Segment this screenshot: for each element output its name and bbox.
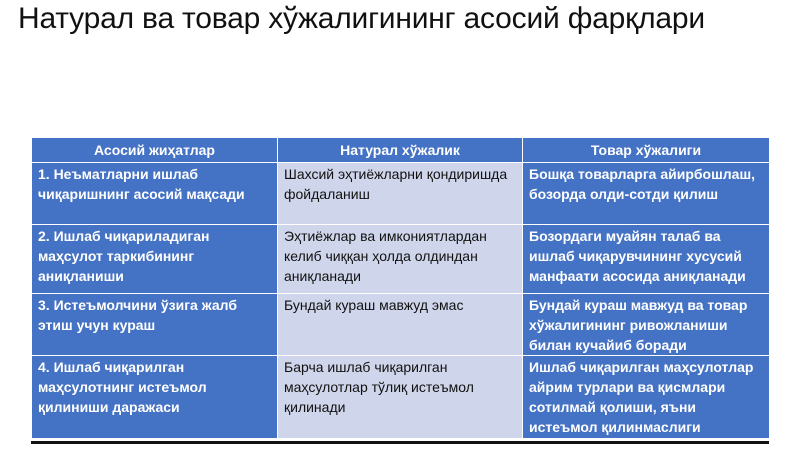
table-row bbox=[32, 225, 770, 294]
table-header-row bbox=[32, 138, 770, 163]
natural-cell: Барча ишлаб чиқарилган маҳсулотлар тўлиқ истеъмол қилинади bbox=[278, 356, 523, 439]
aspect-cell: 2. Ишлаб чиқариладиган маҳсулот таркибининг аниқланиши bbox=[32, 225, 278, 294]
commodity-cell: Бозордаги муайян талаб ва ишлаб чиқарувчининг хусусий манфаати асосида аниқланади bbox=[523, 225, 770, 294]
table-bottom-border bbox=[31, 441, 769, 444]
commodity-cell: Бошқа товарларга айирбошлаш, бозорда олди-сотди қилиш bbox=[523, 163, 770, 225]
header-aspects: Асосий жиҳатлар bbox=[32, 138, 278, 163]
natural-cell: Шахсий эҳтиёжларни қондиришда фойдаланиш bbox=[278, 163, 523, 225]
aspect-cell: 3. Истеъмолчини ўзига жалб этиш учун кураш bbox=[32, 294, 278, 356]
header-natural-economy: Натурал хўжалик bbox=[278, 138, 523, 163]
slide-title: Натурал ва товар хўжалигининг асосий фарқлари bbox=[18, 2, 705, 35]
aspect-cell: 4. Ишлаб чиқарилган маҳсулотнинг истеъмол қилиниши даражаси bbox=[32, 356, 278, 439]
commodity-cell: Ишлаб чиқарилган маҳсулотлар айрим турлари ва қисмлари сотилмай қолиши, яъни истеъмол қилинмаслиги bbox=[523, 356, 770, 439]
natural-cell: Бундай кураш мавжуд эмас bbox=[278, 294, 523, 356]
comparison-table-container bbox=[31, 137, 769, 439]
commodity-cell: Бундай кураш мавжуд ва товар хўжалигининг ривожланиши билан кучайиб боради bbox=[523, 294, 770, 356]
table-row bbox=[32, 294, 770, 356]
table-row bbox=[32, 163, 770, 225]
comparison-table bbox=[31, 137, 770, 439]
aspect-cell: 1. Неъматларни ишлаб чиқаришнинг асосий мақсади bbox=[32, 163, 278, 225]
header-commodity-economy: Товар хўжалиги bbox=[523, 138, 770, 163]
table-row bbox=[32, 356, 770, 439]
natural-cell: Эҳтиёжлар ва имкониятлардан келиб чиққан ҳолда олдиндан аниқланади bbox=[278, 225, 523, 294]
